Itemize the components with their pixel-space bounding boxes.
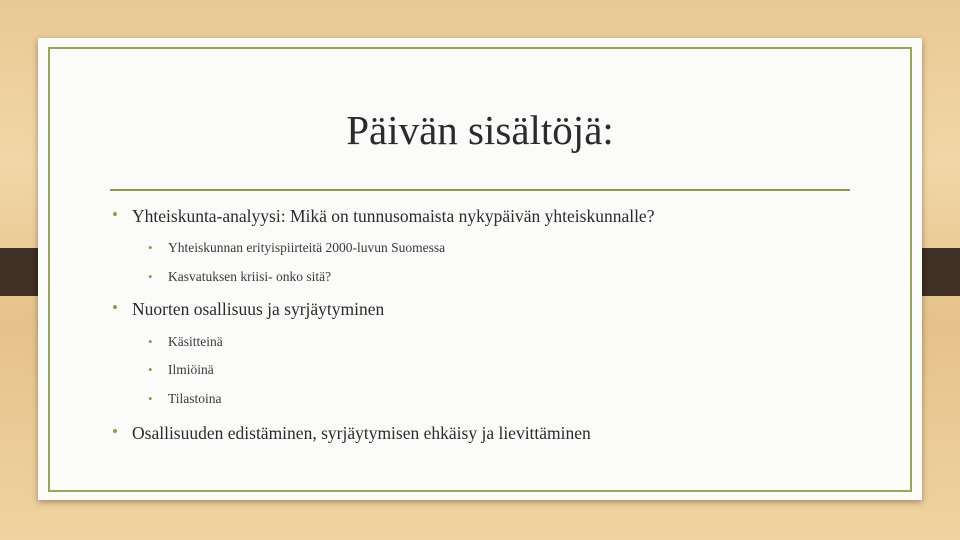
sub-bullet-item xyxy=(148,240,446,256)
slide xyxy=(38,38,922,500)
bullet-text: Osallisuuden edistäminen, syrjäytymisen ehkäisy ja lievittäminen xyxy=(132,423,591,443)
bullet-text: Ilmiöinä xyxy=(168,362,214,377)
bullet-item xyxy=(112,422,591,444)
bullet-icon: • xyxy=(148,362,153,377)
bullet-item xyxy=(112,205,655,227)
bullet-icon: • xyxy=(112,422,118,441)
bullet-text: Tilastoina xyxy=(168,391,222,406)
bullet-icon: • xyxy=(112,205,118,224)
bullet-text: Käsitteinä xyxy=(168,334,223,349)
bullet-text: Yhteiskunta-analyysi: Mikä on tunnusomaista nykypäivän yhteiskunnalle? xyxy=(132,206,655,226)
bullet-icon: • xyxy=(148,391,153,406)
bullet-text: Yhteiskunnan erityispiirteitä 2000-luvun Suomessa xyxy=(168,240,446,255)
bullet-item xyxy=(112,298,385,320)
bullet-icon: • xyxy=(148,240,153,255)
sub-bullet-item xyxy=(148,334,223,350)
bullet-text: Kasvatuksen kriisi- onko sitä? xyxy=(168,269,332,284)
bullet-icon: • xyxy=(148,269,153,284)
slide-title: Päivän sisältöjä: xyxy=(346,107,614,153)
sub-bullet-item xyxy=(148,269,332,285)
bullet-text: Nuorten osallisuus ja syrjäytyminen xyxy=(132,299,385,319)
bullet-icon: • xyxy=(148,334,153,349)
sub-bullet-item xyxy=(148,362,214,378)
bullet-icon: • xyxy=(112,298,118,317)
title-divider xyxy=(110,189,850,191)
sub-bullet-item xyxy=(148,391,222,407)
